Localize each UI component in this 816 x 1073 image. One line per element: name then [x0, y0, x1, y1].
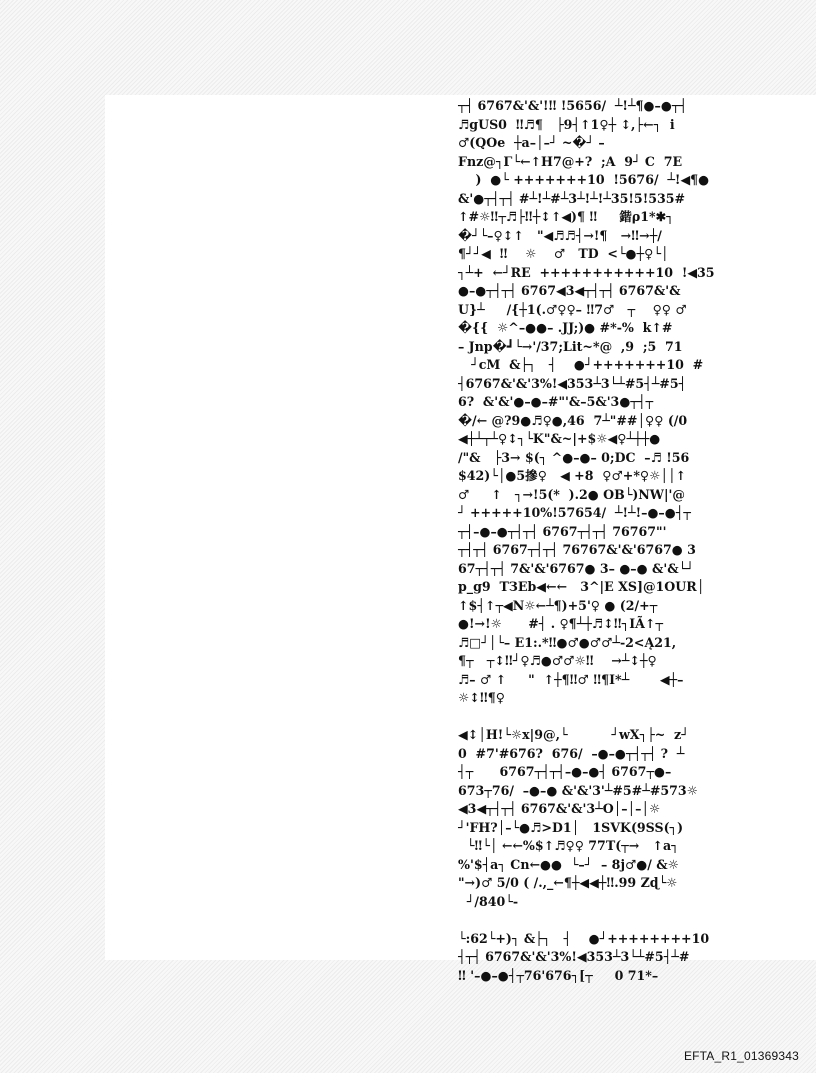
- text-block-3: [458, 930, 816, 986]
- text-line: ♂ ↑ ┐→!5(* ).2● OB└)NW|'@: [458, 486, 685, 502]
- text-line: "→)♂ 5/0 ( /.,_←¶┼◀◀┼‼.99 Zɖ└☼: [458, 875, 678, 890]
- text-line: p_g9 TЗEb◀←← 3^|E XS]@1OUR│: [458, 579, 705, 594]
- text-line: �┘└–♀↕↑ "◀♬♬┤→!¶ →‼→┼/: [458, 227, 662, 243]
- text-line: ┐┴+ ←┘RE +++++++++++10 !◀35: [458, 264, 715, 280]
- text-line: ♬□┘│└– E1:.*‼●♂●♂♂┴-2<Ą21,: [458, 634, 677, 650]
- bates-number: EFTA_R1_01369343: [683, 1049, 799, 1063]
- text-line: ┤6767&'&'3%!◀353┴3└┴#5┤┴#5┤: [458, 375, 687, 391]
- text-line: ◀3◀┬┤┬┤ 6767&'&'3┴O│–│–│☼: [458, 801, 661, 816]
- text-line: $42)└│●5摻♀ ◀ +8 ♀♂+*♀☼││↑: [458, 468, 687, 483]
- text-line: ♬gUS0 ‼♬¶ ├9┤↑1♀┼ ↕,├←┐ i: [458, 116, 675, 132]
- text-line: 673┬76/ –●–● &'&'3'┴#5#┴#573☼: [458, 782, 698, 798]
- text-line: 6? &'&'●–●–#"'&–5&'3●┬┤┬: [458, 394, 654, 409]
- paragraph-gap: [458, 911, 816, 930]
- text-line: ┬┤–●–●┬┤┬┤ 6767┬┤┬┤ 76767"': [458, 523, 667, 539]
- text-line: ┤┬ 6767┬┤┬┤–●–●┤ 6767┬●–: [458, 764, 672, 779]
- text-line: ●!→!☼ #┤ . ♀¶┴┼♬↕‼┐IÃ↑┬: [458, 616, 664, 631]
- text-line: └:62└+)┐ &├┐ ┤ ●┘++++++++10: [458, 930, 710, 946]
- text-line: ) ●└ +++++++10 !5676/ ┴!◀¶●: [458, 172, 710, 187]
- text-line: ¶┘┘◀ ‼ ☼ ♂ TD <└●┼♀└│: [458, 246, 669, 261]
- text-line: ☼↕‼¶♀: [458, 690, 505, 705]
- text-line: ┘cM &├┐ ┤ ●┘+++++++10 #: [458, 357, 704, 372]
- text-line: ↑$┤↑┬◀N☼←┴¶)+5'♀ ● (2/+┬: [458, 597, 658, 613]
- text-line: 67┬┤┬┤ 7&'&'6767● 3– ●–● &'&└┘: [458, 560, 694, 576]
- text-line: /"& ├3→ $(┐ ^●–●– 0;DC –♬ !56: [458, 449, 690, 465]
- text-line: Fnz@┐Γ└←↑H7@+? ;A 9┘ C 7E: [458, 153, 683, 169]
- text-line: 0 #7'#676? 676/ –●–●┬┤┬┤ ? ┴: [458, 745, 685, 761]
- text-line: ┘'FH?│–└●♬>D1│ 1SVK(9SS(┐): [458, 819, 684, 835]
- text-line: ┘ +++++10%!57654/ ┴!┴!–●–●┤┬: [458, 505, 691, 520]
- text-line: U}┴ /{┼1(.♂♀♀– ‼7♂ ┬ ♀♀ ♂: [458, 301, 687, 317]
- paragraph-gap: [458, 708, 816, 727]
- text-line: �{{ ☼^–●●– .JJ;)● #*-% k↑#: [458, 320, 673, 335]
- text-block-1: [458, 97, 816, 708]
- text-line: %'$┤a┐ Cn←●● └–┘ – 8j♂●/ &☼: [458, 856, 679, 872]
- text-line: ◀┼┴┬┴♀↕┐└K"&~|+$☼◀♀┴┼┼●: [458, 431, 661, 446]
- text-line: ♬– ♂ ↑ " ↑┼¶‼♂ ‼¶I*┴ ◀┼–: [458, 671, 684, 687]
- garbled-text-column: [458, 97, 816, 985]
- text-line: ┘/840└-: [458, 893, 519, 909]
- text-line: ┬┤┬┤ 6767┬┤┬┤ 76767&'&'6767● 3: [458, 542, 696, 557]
- text-line: ┬┤ 6767&'&'!‼ !5656/ ┴!┴¶●–●┬┤: [458, 98, 687, 113]
- text-line: ◀↕│H!└☼x|9@,└ ┘wX┐├~ z┘: [458, 727, 689, 742]
- text-line: ↑#☼‼┬♬├‼┼↕↑◀)¶ ‼ 鍇ρ1*✱┐: [458, 209, 674, 224]
- text-line: ┤┬┤ 6767&'&'3%!◀353┴3└┴#5┤┴#: [458, 949, 690, 964]
- text-line: ‼ '–●–●┤┬76'676┐[┬ 0 71*–: [458, 967, 659, 983]
- text-line: &'●┬┤┬┤ #┴!┴#┴3┴!┴!┴35!5!535#: [458, 190, 686, 206]
- text-line: └‼└│ ←←%$↑♬♀♀ 77T(┬→ ↑a┐: [458, 838, 679, 853]
- text-line: ●–●┬┤┬┤ 6767◀3◀┬┤┬┤ 6767&'&: [458, 283, 681, 298]
- text-line: – Jnp�┛└→'/37;Lit~*@ ,9 ;5 71: [458, 338, 683, 354]
- text-line: �/← @?9●♬♀●,46 7┴"##│♀♀ (/0: [458, 412, 688, 428]
- text-line: ¶┬ ┬↕‼┘♀♬●♂♂☼‼ →┴↕┼♀: [458, 653, 657, 668]
- text-block-2: [458, 726, 816, 911]
- text-line: ♂(QOe ┼a–│–┘ ~�┘ –: [458, 135, 605, 150]
- document-page: [105, 95, 816, 983]
